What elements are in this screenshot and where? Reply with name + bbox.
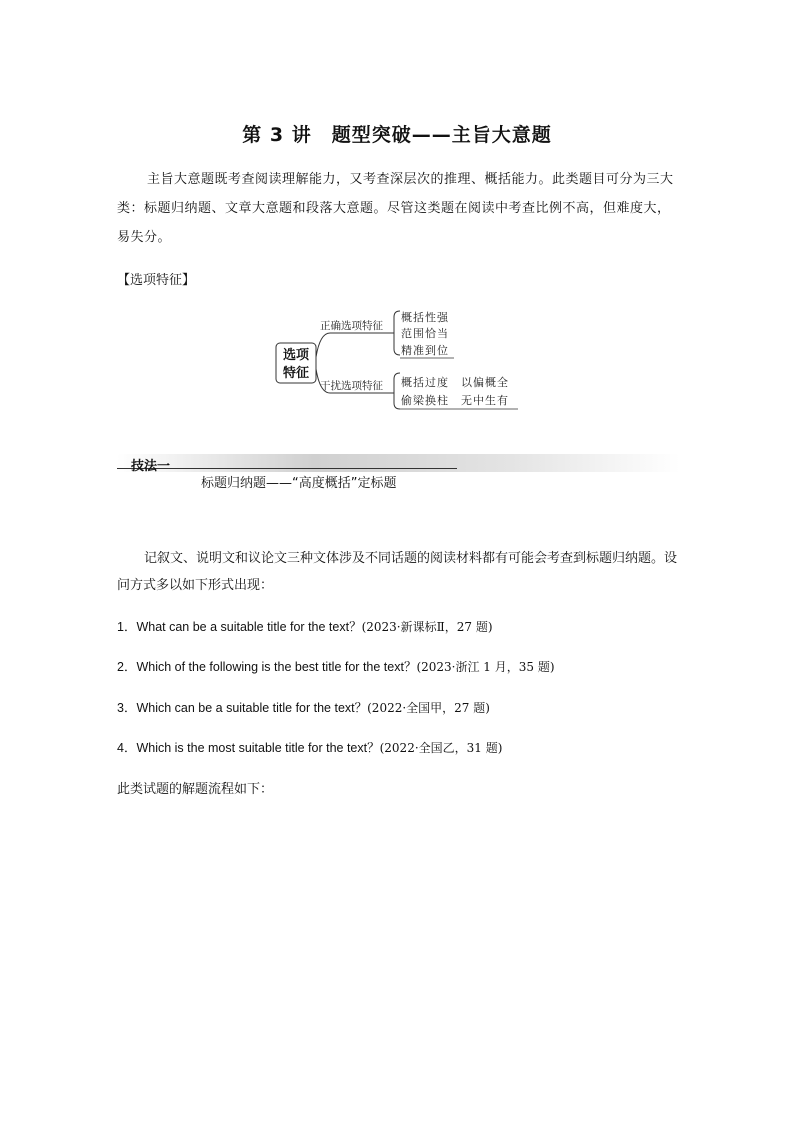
branch-distractor-label: 干扰选项特征 [320, 380, 383, 392]
question-item [117, 738, 717, 756]
intro-paragraph: 主旨大意题既考查阅读理解能力，又考查深层次的推理、概括能力。此类题目可分为三大类：标题归纳题、文章大意题和段落大意题。尽管这类题在阅读中考查比例不高，但难度大，易失分。 [117, 172, 674, 245]
correct-item-2: 范围恰当 [401, 327, 449, 340]
connector-correct [316, 333, 394, 357]
question-item [117, 617, 717, 635]
question-citation: (2023·新课标Ⅱ，27 题) [361, 620, 493, 634]
distractor-item-2: 偷梁换柱 无中生有 [401, 394, 509, 407]
page-title: 第 3 讲 题型突破——主旨大意题 [242, 124, 552, 146]
correct-item-3: 精准到位 [401, 344, 449, 357]
brace-distractor [394, 373, 400, 409]
question-citation: (2022·全国甲，27 题) [367, 701, 490, 715]
banner-subtitle: 标题归纳题——“高度概括”定标题 [201, 476, 397, 491]
banner-label: 技法一 [131, 459, 171, 474]
distractor-item-1: 概括过度 以偏概全 [401, 376, 509, 389]
body-paragraph: 记叙文、说明文和议论文三种文体涉及不同话题的阅读材料都有可能会考查到标题归纳题。设问方式多以如下形式出现： [117, 551, 678, 593]
mindmap-root-line1: 选项 [282, 348, 310, 363]
section-label: 【选项特征】 [117, 273, 196, 288]
correct-item-1: 概括性强 [401, 311, 449, 324]
question-text: 4．Which is the most suitable title for the text？ [117, 741, 380, 755]
question-citation: (2022·全国乙，31 题) [379, 741, 503, 755]
brace-correct [394, 311, 400, 355]
question-item [117, 657, 717, 675]
branch-correct-label: 正确选项特征 [320, 320, 383, 332]
banner-bar [117, 454, 680, 472]
option-features-mindmap [270, 305, 530, 415]
question-text: 1．What can be a suitable title for the text？ [117, 620, 362, 634]
question-text: 2．Which of the following is the best title for the text？ [117, 660, 417, 674]
question-citation: (2023·浙江 1 月，35 题) [416, 660, 555, 674]
flow-intro: 此类试题的解题流程如下： [117, 782, 274, 797]
mindmap-root-line2: 特征 [282, 366, 310, 381]
question-text: 3．Which can be a suitable title for the text？ [117, 701, 368, 715]
question-item [117, 698, 717, 716]
